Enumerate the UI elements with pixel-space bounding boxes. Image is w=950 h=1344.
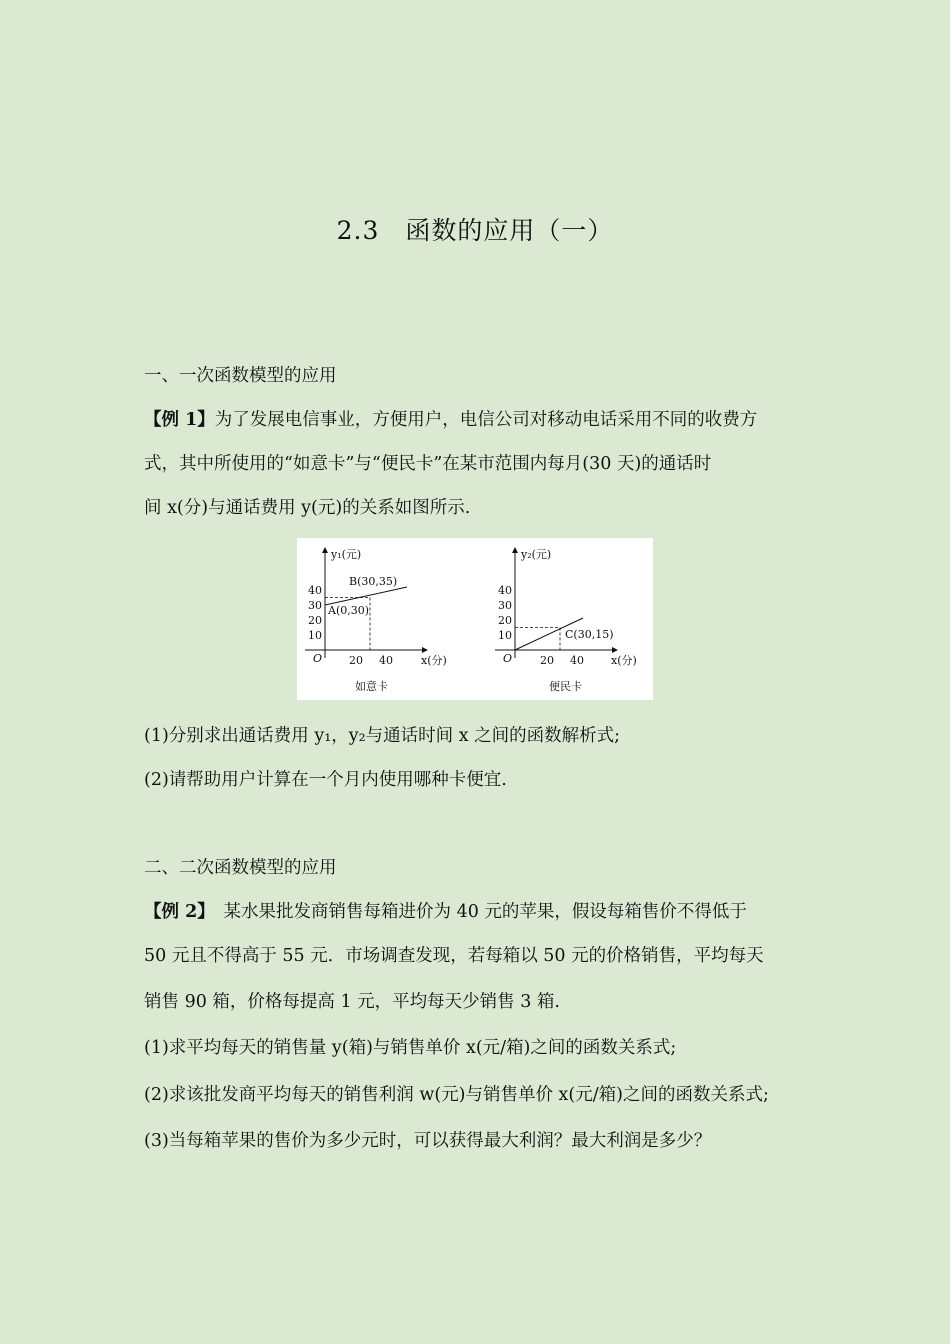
caption-bianmin: 便民卡 [549,680,582,693]
example-1-question-2: (2)请帮助用户计算在一个月内使用哪种卡便宜. [144,770,507,790]
y-tick-right-20: 20 [498,614,512,627]
example-1-line-1 [144,407,757,433]
example-2-question-3: (3)当每箱苹果的售价为多少元时，可以获得最大利润？最大利润是多少？ [144,1131,712,1151]
section-2-heading: 二、二次函数模型的应用 [144,858,337,878]
x-tick-left-40: 40 [379,654,393,667]
x-tick-left-20: 20 [349,654,363,667]
example-1-line-2: 式，其中所使用的“如意卡”与“便民卡”在某市范围内每月(30 天)的通话时 [144,454,712,474]
chart-bianmin [495,548,637,693]
example-1-label: 【例 1】 [144,410,215,430]
y-tick-left-20: 20 [308,614,322,627]
figure-svg [297,538,653,700]
line-ruyi [325,587,407,605]
chart-ruyi [305,548,447,693]
y-tick-left-40: 40 [308,584,322,597]
example-1-text-1: 为了发展电信事业，方便用户，电信公司对移动电话采用不同的收费方 [214,410,758,430]
example-2-text-1: 某水果批发商销售每箱进价为 40 元的苹果，假设每箱售价不得低于 [206,902,747,922]
example-2-question-1: (1)求平均每天的销售量 y(箱)与销售单价 x(元/箱)之间的函数关系式; [144,1038,677,1058]
point-c-label: C(30,15) [565,628,614,641]
y-tick-right-40: 40 [498,584,512,597]
origin-label-right: O [503,652,513,665]
y-axis-label-right: y₂(元) [521,548,552,561]
y-tick-right-10: 10 [498,629,512,642]
example-1-figure [297,538,653,700]
example-2-line-2: 50 元且不得高于 55 元．市场调查发现，若每箱以 50 元的价格销售，平均每天 [144,946,764,966]
page-title: 2.3 函数的应用（一） [336,216,614,245]
y-tick-left-30: 30 [308,599,322,612]
example-2-line-1 [144,899,747,925]
example-2-line-3: 销售 90 箱，价格每提高 1 元，平均每天少销售 3 箱. [144,992,560,1012]
y-tick-left-10: 10 [308,629,322,642]
x-axis-label-left: x(分) [421,654,447,667]
y-tick-right-30: 30 [498,599,512,612]
section-1-heading: 一、一次函数模型的应用 [144,366,337,386]
example-1-line-3: 间 x(分)与通话费用 y(元)的关系如图所示. [144,498,471,518]
y-axis-label-left: y₁(元) [331,548,362,561]
caption-ruyi: 如意卡 [355,680,388,693]
example-2-label: 【例 2】 [144,902,207,922]
example-2-question-2: (2)求该批发商平均每天的销售利润 w(元)与销售单价 x(元/箱)之间的函数关系式; [144,1085,769,1105]
origin-label-left: O [313,652,323,665]
x-tick-right-40: 40 [570,654,584,667]
example-1-question-1: (1)分别求出通话费用 y₁，y₂与通话时间 x 之间的函数解析式; [144,726,621,746]
x-tick-right-20: 20 [540,654,554,667]
point-a-label: A(0,30) [328,604,370,617]
point-b-label: B(30,35) [349,575,398,588]
x-axis-label-right: x(分) [611,654,637,667]
